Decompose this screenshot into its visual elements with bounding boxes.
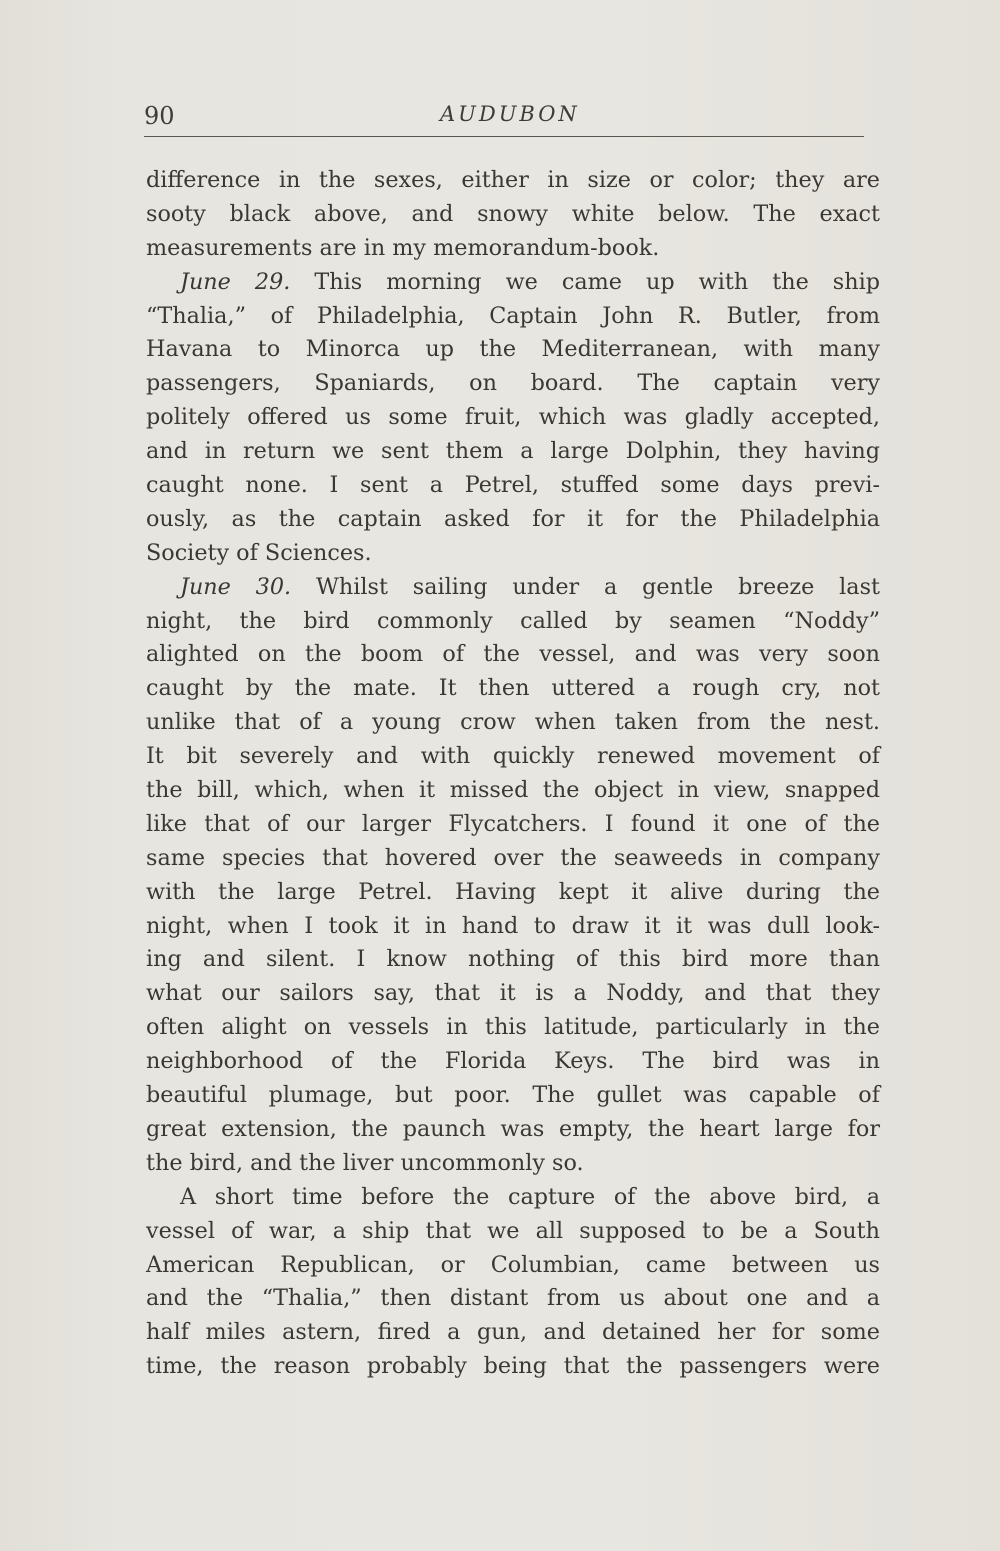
text-line: unlike that of a young crow when taken from the nest. [146, 709, 880, 736]
entry-date: June 29. [180, 268, 291, 295]
text-line-dated [146, 266, 880, 300]
text-line: ously, as the captain asked for it for the Philadelphia [146, 505, 880, 532]
text-line: great extension, the paunch was empty, the heart large for [146, 1115, 880, 1142]
text-line: what our sailors say, that it is a Noddy, and that they [146, 980, 880, 1007]
text-line: sooty black above, and snowy white below. The exact [146, 200, 880, 227]
text-line: measurements are in my memorandum-book. [146, 234, 660, 261]
text-line: caught by the mate. It then uttered a rough cry, not [146, 675, 880, 702]
text-line: time, the reason probably being that the passengers were [146, 1353, 880, 1380]
text-line: alighted on the boom of the vessel, and was very soon [146, 641, 880, 668]
text-line: American Republican, or Columbian, came between us [146, 1251, 880, 1278]
text-line: like that of our larger Flycatchers. I found it one of the [146, 810, 880, 837]
text-line-dated [146, 571, 880, 605]
text-line: It bit severely and with quickly renewed movement of [146, 743, 880, 770]
text-line: half miles astern, fired a gun, and detained her for some [146, 1319, 880, 1346]
text-line: vessel of war, a ship that we all supposed to be a South [146, 1217, 880, 1244]
text-run: This morning we came up with the ship [290, 268, 880, 295]
running-head [144, 96, 864, 137]
text-line: A short time before the capture of the above bird, a [180, 1183, 880, 1210]
text-run: Whilst sailing under a gentle breeze last [291, 573, 881, 600]
text-line: politely offered us some fruit, which was gladly accepted, [146, 404, 880, 431]
page-number: 90 [144, 102, 175, 130]
text-line: with the large Petrel. Having kept it alive during the [146, 878, 880, 905]
text-line: “Thalia,” of Philadelphia, Captain John R. Butler, from [146, 302, 880, 329]
text-line: same species that hovered over the seaweeds in company [146, 844, 880, 871]
text-line: and the “Thalia,” then distant from us about one and a [146, 1285, 880, 1312]
text-line: beautiful plumage, but poor. The gullet was capable of [146, 1082, 880, 1109]
text-line: and in return we sent them a large Dolphin, they having [146, 438, 880, 465]
text-line: night, the bird commonly called by seamen “Noddy” [146, 607, 880, 634]
text-line: often alight on vessels in this latitude, particularly in the [146, 1014, 880, 1041]
text-line: ing and silent. I know nothing of this bird more than [146, 946, 880, 973]
text-line: caught none. I sent a Petrel, stuffed some days previ- [146, 472, 880, 499]
text-line: the bird, and the liver uncommonly so. [146, 1149, 584, 1176]
text-line: the bill, which, when it missed the object in view, snapped [146, 777, 880, 804]
text-line: Havana to Minorca up the Mediterranean, with many [146, 336, 880, 363]
running-title: AUDUBON [440, 102, 580, 126]
text-line: neighborhood of the Florida Keys. The bird was in [146, 1048, 880, 1075]
text-line: Society of Sciences. [146, 539, 372, 566]
text-line: night, when I took it in hand to draw it it was dull look- [146, 912, 880, 939]
text-line: passengers, Spaniards, on board. The captain very [146, 370, 880, 397]
body-text [146, 164, 880, 1384]
entry-date: June 30. [180, 573, 292, 600]
text-line: difference in the sexes, either in size or color; they are [146, 167, 880, 193]
